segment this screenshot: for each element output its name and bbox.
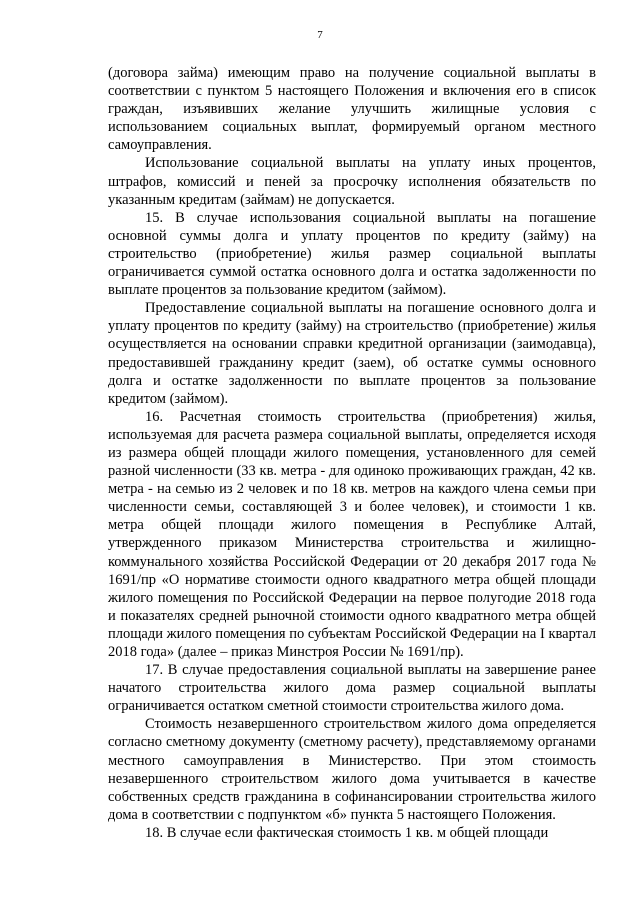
paragraph: Стоимость незавершенного строительством жилого дома определяется согласно сметному документу (сметному расчету), представляемому органами местного самоуправления в Министерство. При этом стоимость незавершенного строительством жилого дома учитывается в качестве собственных средств гражданина в софинансировании строительства жилого дома в соответствии с подпунктом «б» пункта 5 настоящего Положения. <box>108 716 596 823</box>
paragraph: Использование социальной выплаты на уплату иных процентов, штрафов, комиссий и пеней за просрочку исполнения обязательств по указанным кредитам (займам) не допускается. <box>108 155 596 208</box>
paragraph-clause-18: 18. В случае если фактическая стоимость 1 кв. м общей площади <box>145 824 549 841</box>
paragraph-clause-15: 15. В случае использования социальной выплаты на погашение основной суммы долга и уплату процентов по кредиту (займу) на строительство (приобретение) жилья размер социальной выплаты ограничивается суммой остатка основного долга и остатка задолженности по выплате процентов за пользование кредитом (займом). <box>108 209 596 299</box>
paragraph-clause-16: 16. Расчетная стоимость строительства (приобретения) жилья, используемая для расчета размера социальной выплаты, определяется исходя из размера общей площади жилого помещения, установленного для семей разной численности (33 кв. метра - для одиноко проживающих граждан, 42 кв. метра - на семью из 2 человек и по 18 кв. метров на каждого члена семьи при численности семьи, составляющей 3 и более человек), и стоимости 1 кв. метра общей площади жилого помещения в Республике Алтай, утвержденного приказом Министерства строительства и жилищно-коммунального хозяйства Российской Федерации от 20 декабря 2017 года № 1691/пр «О нормативе стоимости одного квадратного метра общей площади жилого помещения по Российской Федерации на первое полугодие 2018 года и показателях средней рыночной стоимости одного квадратного метра общей площади жилого помещения по субъектам Российской Федерации на I квартал 2018 года» (далее – приказ Минстроя России № 1691/пр). <box>108 408 596 660</box>
paragraph-continuation: (договора займа) имеющим право на получение социальной выплаты в соответствии с пунктом 5 настоящего Положения и включения его в список граждан, изъявивших желание улучшить жилищные условия с использованием социальных выплат, формируемый органом местного самоуправления. <box>108 65 596 154</box>
page-number: 7 <box>317 29 323 41</box>
paragraph-clause-17: 17. В случае предоставления социальной выплаты на завершение ранее начатого строительства жилого дома размер социальной выплаты ограничивается остатком сметной стоимости строительства жилого дома. <box>108 662 596 715</box>
document-body <box>108 64 596 842</box>
paragraph: Предоставление социальной выплаты на погашение основного долга и уплату процентов по кредиту (займу) на строительство (приобретение) жилья осуществляется на основании справки кредитной организации (заимодавца), предоставившей гражданину кредит (заем), об остатке суммы основного долга и остатке задолженности по выплате процентов за пользование кредитом (займом). <box>108 300 596 407</box>
